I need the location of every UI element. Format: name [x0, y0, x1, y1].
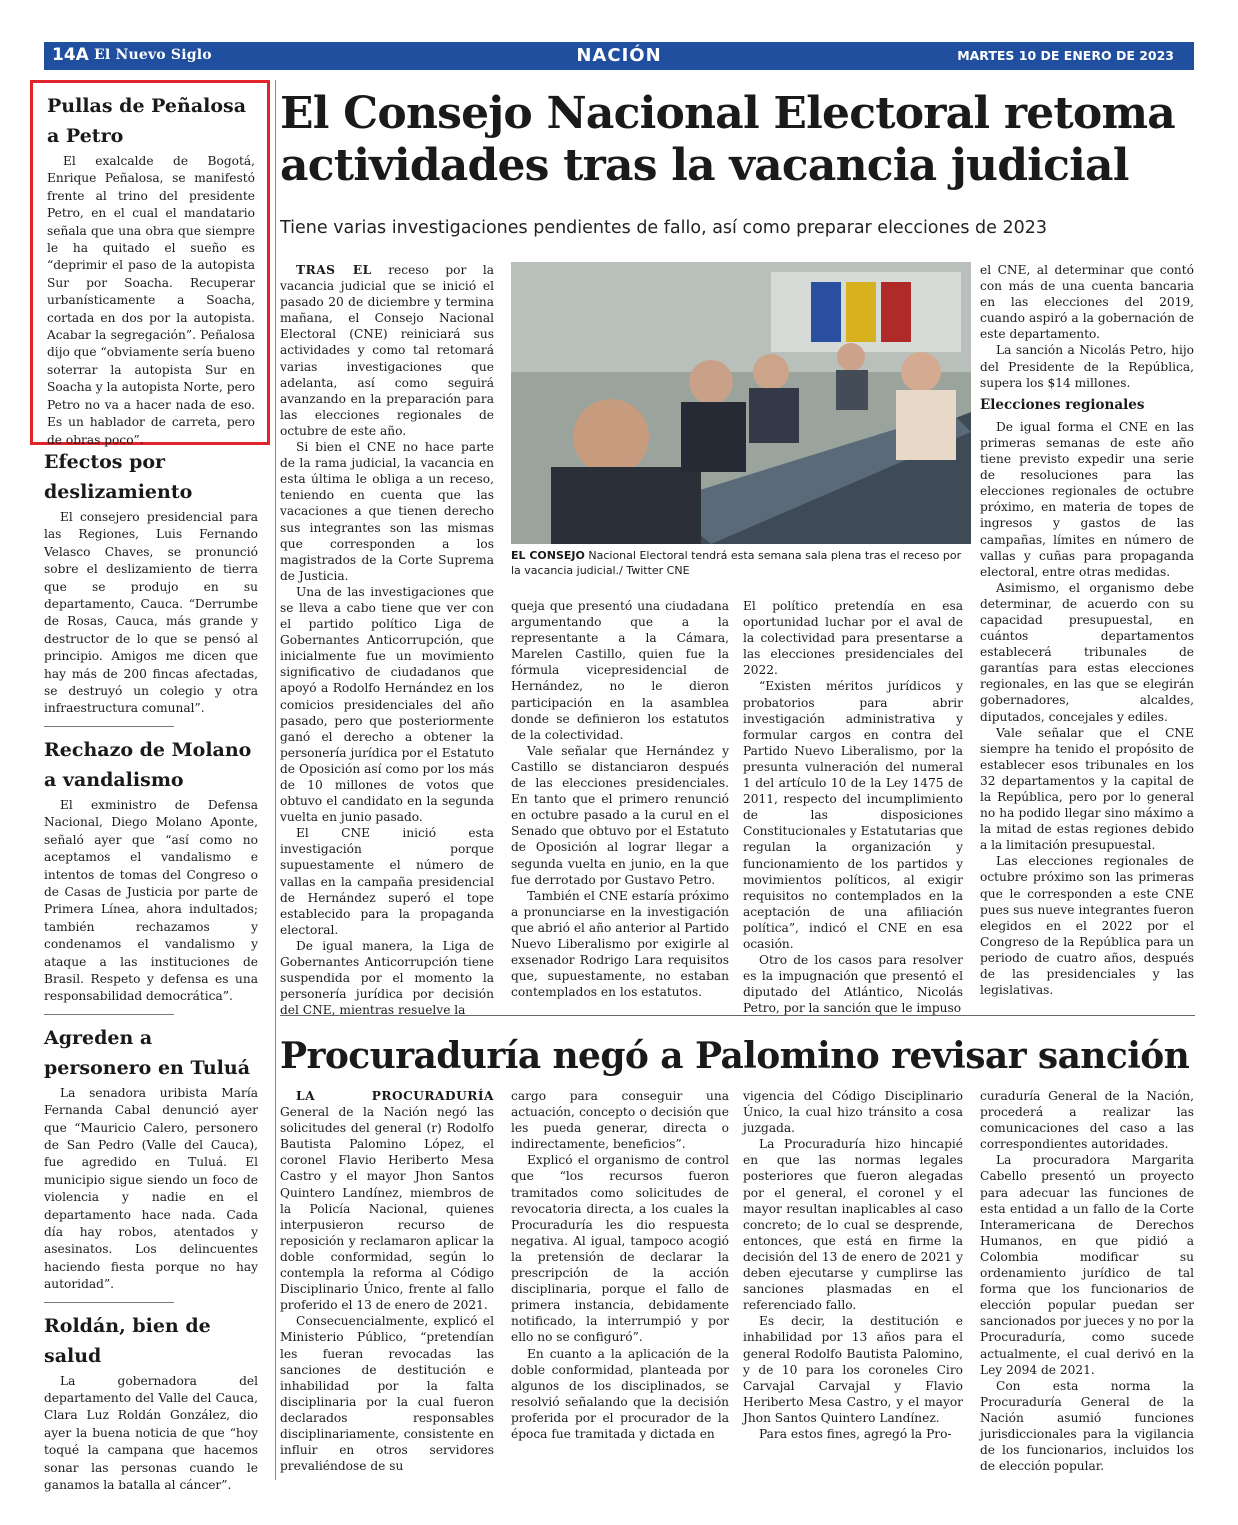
section-name: NACIÓN — [576, 45, 662, 66]
brief — [30, 1303, 270, 1503]
sidebar-briefs — [30, 80, 270, 1502]
page-number: 14A — [52, 45, 89, 65]
brief-title: Efectos por deslizamiento — [44, 451, 193, 503]
meeting-photo-illustration — [511, 262, 971, 544]
story2-column-2: cargo para conseguir una actuación, concepto o decisión que les pueda generar, directa o indirectamente, beneficios”. Explicó el organismo de control que “los recursos fueron tramitados como solicitudes de revocatoria directa, a los cuales la Procuraduría les dio respuesta negativa. Al igual, tampoco acogió la pretensión de declarar la prescripción de la acción disciplinaria, porque el fallo de primera instancia, debidamente notificado, la interrumpió y por ello no se configuró”. En cuanto a la aplicación de la doble conformidad, planteada por algunos de los disciplinados, se resolvió señalando que la decisión proferida por el procurador de la época fue tramitada y dictada en — [511, 1089, 729, 1441]
brief-title: Agreden a personero en Tuluá — [44, 1026, 251, 1079]
story1-deck: Tiene varias investigaciones pendientes de fallo, así como preparar elecciones de 2023 — [280, 218, 1048, 238]
story1-column-4: el CNE, al determinar que contó con más de una cuenta bancaria en las elecciones del 2019, cuando aspiró a la gobernación de este departamento. La sanción a Nicolás Petro, hijo del Presidente de la República, supera los $14 millones. Elecciones regionales De igual forma el CNE en las primeras semanas de este año tiene previsto expedir una serie de resoluciones para las elecciones regionales de octubre próximo, en materia de topes de ingresos y gastos de las campañas, límites en número de vallas y cuñas para propaganda electoral, entre otras medidas. Asimismo, el organismo debe determinar, de acuerdo con su capacidad presupuestal, en cuántos departamentos establecerá tribunales de garantías para estas elecciones regionales, en las que se elegirán gobernadores, alcaldes, diputados, concejales y ediles. Vale señalar que el CNE siempre ha tenido el propósito de establecer esos tribunales en los 32 departamentos y la capital de la República, pero por lo general no ha podido llegar sino máximo a la mitad de estas regiones debido a la limitación presupuestal. Las elecciones regionales de octubre próximo son las primeras que le corresponden a este CNE pues sus nueve integrantes fueron elegidos en el 2022 por el Congreso de la República para un periodo de cuatro años, después de las presidenciales y las legislativas. — [980, 263, 1194, 998]
brief-body: La senadora uribista María Fernanda Cabal denunció ayer que “Mauricio Calero, personero de San Pedro (Valle del Cauca), fue agredido en Tuluá. El municipio sigue siendo un foco de violencia y nadie en el departamento hace nada. Cada día hay robos, atentados y asesinatos. Los delincuentes haciendo fiesta porque no hay autoridad”. — [44, 1085, 258, 1292]
story2-headline: Procuraduría negó a Palomino revisar sanción — [280, 1035, 1190, 1077]
brief — [30, 445, 270, 726]
brief-body: La gobernadora del departamento del Valle del Cauca, Clara Luz Roldán González, dio ayer la buena noticia de que “hoy toqué la campana que hacemos sonar las personas cuando le ganamos la batalla al cáncer”. — [44, 1373, 258, 1493]
issue-date: MARTES 10 DE ENERO DE 2023 — [957, 48, 1174, 63]
brief-body: El consejero presidencial para las Regiones, Luis Fernando Velasco Chaves, se pronunció sobre el deslizamiento de tierra que se produjo en su departamento, Cauca. “Derrumbe de Rosas, Cauca, más grande y destructor de lo que se pensó al principio. Amigos me dicen que hay más de 200 fincas afectadas, se destruyó un colegio y otra infraestructura comunal”. — [44, 510, 258, 716]
newspaper-name: El Nuevo Siglo — [94, 47, 212, 63]
story1-column-2: queja que presentó una ciudadana argumentando que a la representante a la Cámara, Marelen Castillo, quien fue la fórmula vicepresidencial de Hernández, no le dieron participación en la asamblea donde se definieron los estatutos de la colectividad. Vale señalar que Hernández y Castillo se distanciaron después de las elecciones presidenciales. En tanto que el primero renunció en octubre pasado a la curul en el Senado que obtuvo por el Estatuto de Oposición al lograr llegar a segunda vuelta en junio, en la que fue derrotado por Gustavo Petro. También el CNE estaría próximo a pronunciarse en la investigación que abrió el año anterior al Partido Nuevo Liberalismo por exigirle al exsenador Rodrigo Lara requisitos que, supuestamente, no estaban contemplados en los estatutos. — [511, 599, 729, 1000]
story2-column-1: LA PROCURADURÍA General de la Nación negó las solicitudes del general (r) Rodolfo Bautista Palomino López, el coronel Flavio Heriberto Mesa Castro y el mayor Jhon Santos Quintero Landínez, miembros de la Policía Nacional, quienes interpusieron recurso de reposición y reclamaron aplicar la doble conformidad, según lo contempla la reforma al Código Disciplinario Único, frente al fallo proferido el 13 de enero de 2021. Consecuencialmente, explicó el Ministerio Público, “pretendían les fueran revocadas las sanciones de destitución e inhabilidad por la falta disciplinaria por la cual fueron declarados responsables disciplinariamente, consistente en influir en otros servidores prevaliéndose de su — [280, 1089, 494, 1474]
column-rule — [275, 80, 276, 1480]
brief-title: Rechazo de Molano a vandalismo — [44, 738, 252, 791]
brief-title: Pullas de Peñalosa a Petro — [47, 95, 247, 147]
story-divider — [280, 1015, 1195, 1016]
story2-column-3: vigencia del Código Disciplinario Único, la cual hizo tránsito a cosa juzgada. La Procuraduría hizo hincapié en que las normas legales posteriores que fueron alegadas por el general, el coronel y el mayor resultan inaplicables al caso concreto; de lo cual se desprende, entonces, que está en firme la decisión del 13 de enero de 2021 y deben ejecutarse y cumplirse las sanciones plasmadas en el referenciado fallo. Es decir, la destitución e inhabilidad por 13 años para el general Rodolfo Bautista Palomino, y de 10 para los coroneles Ciro Carvajal Carvajal y Flavio Heriberto Mesa Castro, y el mayor Jhon Santos Quintero Landínez. Para estos fines, agregó la Pro- — [743, 1089, 963, 1441]
brief — [30, 1015, 270, 1302]
story1-caption — [511, 548, 971, 578]
caption-text: Nacional Electoral tendrá esta semana sala plena tras el receso por la vacancia judicial./ Twitter CNE — [511, 549, 962, 577]
brief-highlighted — [30, 80, 270, 445]
brief-title: Roldán, bien de salud — [44, 1314, 211, 1367]
brief-body: El exalcalde de Bogotá, Enrique Peñalosa, se manifestó frente al trino del presidente Petro, en el cual el mandatario señala que una obra que siempre le ha quitado el sueño es “deprimir el paso de la autopista Sur por Soacha. Recuperar urbanísticamente a Soacha, cortada en dos por la autopista. Acabar la segregación”. Peñalosa dijo que “obviamente sería bueno soterrar la autopista Sur en Soacha y la autopista Norte, pero Petro no va a hacer nada de eso. Es un hablador de carreta, pero de obras poco”. — [47, 154, 255, 447]
caption-lead: EL CONSEJO — [511, 549, 585, 562]
story1-column-3: El político pretendía en esa oportunidad luchar por el aval de la colectividad para presentarse a las elecciones presidenciales del 2022. “Existen méritos jurídicos y probatorios para abrir investigación administrativa y formular cargos en contra del Partido Nuevo Liberalismo, por la presunta vulneración del numeral 1 del artículo 10 de la Ley 1475 de 2011, respecto del incumplimiento de las disposiciones Constitucionales y Estatutarias que regulan la organización y funcionamiento de los partidos y movimientos políticos, al exigir requisitos no contemplados en la aceptación de una afiliación política”, indicó el CNE en esa ocasión. Otro de los casos para resolver es la impugnación que presentó el diputado del Atlántico, Nicolás Petro, por la sanción que le impuso — [743, 599, 963, 1016]
story1-headline: El Consejo Nacional Electoral retoma actividades tras la vacancia judicial — [280, 88, 1175, 191]
story1-subhead: Elecciones regionales — [980, 396, 1145, 413]
brief — [30, 727, 270, 1014]
brief-body: El exministro de Defensa Nacional, Diego Molano Aponte, señaló ayer que “así como no aceptamos el vandalismo e intentos de tomas del Congreso o de Casas de Justicia por parte de Primera Línea, ahora indultados; también rechazamos y condenamos el vandalismo y ataque a las instituciones de Brasil. Respeto y defensa es una responsabilidad democrática”. — [44, 797, 258, 1004]
header-bar — [44, 42, 1194, 70]
story2-lede: LA PROCURADURÍA — [296, 1089, 494, 1103]
story1-column-1: TRAS EL receso por la vacancia judicial que se inició el pasado 20 de diciembre y termina mañana, el Consejo Nacional Electoral (CNE) reiniciará sus actividades y como tal retomará varias investigaciones que adelanta, así como seguirá avanzando en la preparación para las elecciones regionales de octubre de este año. Si bien el CNE no hace parte de la rama judicial, la vacancia en esta última le obliga a un receso, teniendo en cuenta que las vacaciones a que tienen derecho sus integrantes son las mismas que corresponden a los magistrados de la Corte Suprema de Justicia. Una de las investigaciones que se lleva a cabo tiene que ver con el partido político Liga de Gobernantes Anticorrupción, que inicialmente fue un movimiento significativo de ciudadanos que apoyó a Rodolfo Hernández en los comicios presidenciales del año pasado, pero que posteriormente ganó el derecho a obtener la personería jurídica por el Estatuto de Oposición así como por los más de 10 millones de votos que obtuvo el candidato en la segunda vuelta en junio pasado. El CNE inició esta investigación porque supuestamente el número de vallas en la campaña presidencial de Hernández superó el tope establecido para la propaganda electoral. De igual manera, la Liga de Gobernantes Anticorrupción tiene suspendida por el momento la personería jurídica por decisión del CNE, mientras resuelve la — [280, 263, 495, 1018]
story1-lede: TRAS EL — [296, 263, 372, 277]
story2-column-4: curaduría General de la Nación, procederá a realizar las comunicaciones del caso a las correspondientes autoridades. La procuradora Margarita Cabello presentó un proyecto para adecuar las funciones de esta entidad a un fallo de la Corte Interamericana de Derechos Humanos, en que pidió a Colombia modificar su ordenamiento jurídico de tal forma que los funcionarios de elección popular puedan ser sancionados por jueces y no por la Procuraduría, como sucede actualmente, el cual derivó en la Ley 2094 de 2021. Con esta norma la Procuraduría General de la Nación asumió funciones jurisdiccionales para la vigilancia de los funcionarios, incluidos los de elección popular. — [980, 1089, 1194, 1474]
story1-photo — [511, 262, 971, 544]
